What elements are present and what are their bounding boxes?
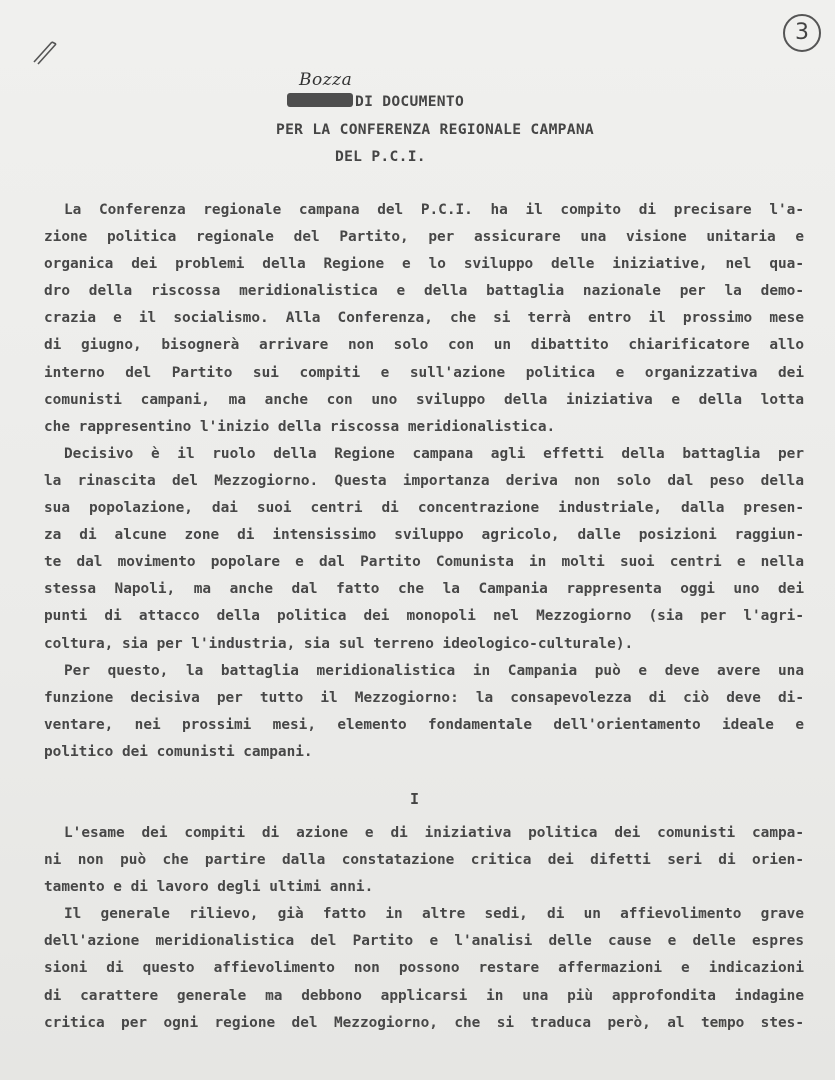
section-body: [44, 820, 804, 1037]
title-line-1: DI DOCUMENTO: [355, 93, 465, 110]
text-line: organica dei problemi della Regione e lo sviluppo delle iniziative, nel qua-: [44, 256, 804, 273]
page-number-circle: 3: [783, 14, 821, 52]
text-line: ni non può che partire dalla constatazione critica dei difetti seri di orien-: [44, 852, 804, 869]
text-line: Il generale rilievo, già fatto in altre sedi, di un affievolimento grave: [64, 906, 804, 923]
text-line: Per questo, la battaglia meridionalistica in Campania può e deve avere una: [64, 662, 804, 679]
text-line: dro della riscossa meridionalistica e della battaglia nazionale per la demo-: [44, 283, 804, 300]
paragraph-1: [44, 197, 804, 441]
text-line: Decisivo è il ruolo della Regione campana agli effetti della battaglia per: [64, 445, 804, 462]
text-line: la rinascita del Mezzogiorno. Questa importanza deriva non solo dal peso della: [44, 472, 804, 489]
margin-watermark: [0, 995, 40, 1065]
text-line: ventare, nei prossimi mesi, elemento fondamentale dell'orientamento ideale e: [44, 716, 804, 733]
text-line: interno del Partito sui compiti e sull'azione politica e organizzativa dei: [44, 364, 804, 381]
text-line: politico dei comunisti campani.: [44, 743, 313, 760]
text-line: di giugno, bisognerà arrivare non solo con un dibattito chiarificatore allo: [44, 337, 804, 354]
section-heading: I: [410, 790, 420, 808]
text-line: che rappresentino l'inizio della riscossa meridionalistica.: [44, 418, 556, 435]
struck-out-word: [287, 93, 353, 107]
intro-body: [44, 197, 804, 766]
text-line: critica per ogni regione del Mezzogiorno, che si traduca però, al tempo stes-: [44, 1014, 804, 1031]
paragraph-3: [44, 658, 804, 766]
text-line: L'esame dei compiti di azione e di iniziativa politica dei comunisti campa-: [64, 825, 804, 841]
text-line: La Conferenza regionale campana del P.C.I. ha il compito di precisare l'a-: [64, 202, 804, 218]
pencil-mark-icon: [30, 36, 64, 66]
section-paragraph-2: [44, 901, 804, 1036]
text-line: za di alcune zone di intensissimo sviluppo agricolo, dalle posizioni raggiun-: [44, 527, 804, 544]
paragraph-2: [44, 441, 804, 658]
text-line: di carattere generale ma debbono applicarsi in una più approfondita indagine: [44, 987, 804, 1004]
text-line: funzione decisiva per tutto il Mezzogiorno: la consapevolezza di ciò deve di-: [44, 689, 804, 706]
text-line: stessa Napoli, ma anche dal fatto che la Campania rappresenta oggi uno dei: [44, 581, 804, 598]
title-line-3: DEL P.C.I.: [335, 148, 426, 165]
handwritten-correction: Bozza: [299, 70, 353, 90]
text-line: punti di attacco della politica dei monopoli nel Mezzogiorno (sia per l'agri-: [44, 608, 804, 625]
text-line: dell'azione meridionalistica del Partito e l'analisi delle cause e delle espres: [44, 933, 804, 950]
text-line: zione politica regionale del Partito, per assicurare una visione unitaria e: [44, 229, 804, 246]
text-line: tamento e di lavoro degli ultimi anni.: [44, 879, 374, 896]
text-line: crazia e il socialismo. Alla Conferenza, che si terrà entro il prossimo mese: [44, 310, 804, 327]
section-paragraph-1: [44, 820, 804, 901]
text-line: sua popolazione, dai suoi centri di concentrazione industriale, dalla presen-: [44, 500, 804, 517]
text-line: coltura, sia per l'industria, sia sul terreno ideologico-culturale).: [44, 635, 634, 652]
text-line: comunisti campani, ma anche con uno sviluppo della iniziativa e della lotta: [44, 391, 804, 408]
title-line-2: PER LA CONFERENZA REGIONALE CAMPANA: [276, 121, 595, 138]
text-line: te dal movimento popolare e dal Partito Comunista in molti suoi centri e nella: [44, 554, 804, 571]
text-line: sioni di questo affievolimento non possono restare affermazioni e indicazioni: [44, 960, 804, 977]
